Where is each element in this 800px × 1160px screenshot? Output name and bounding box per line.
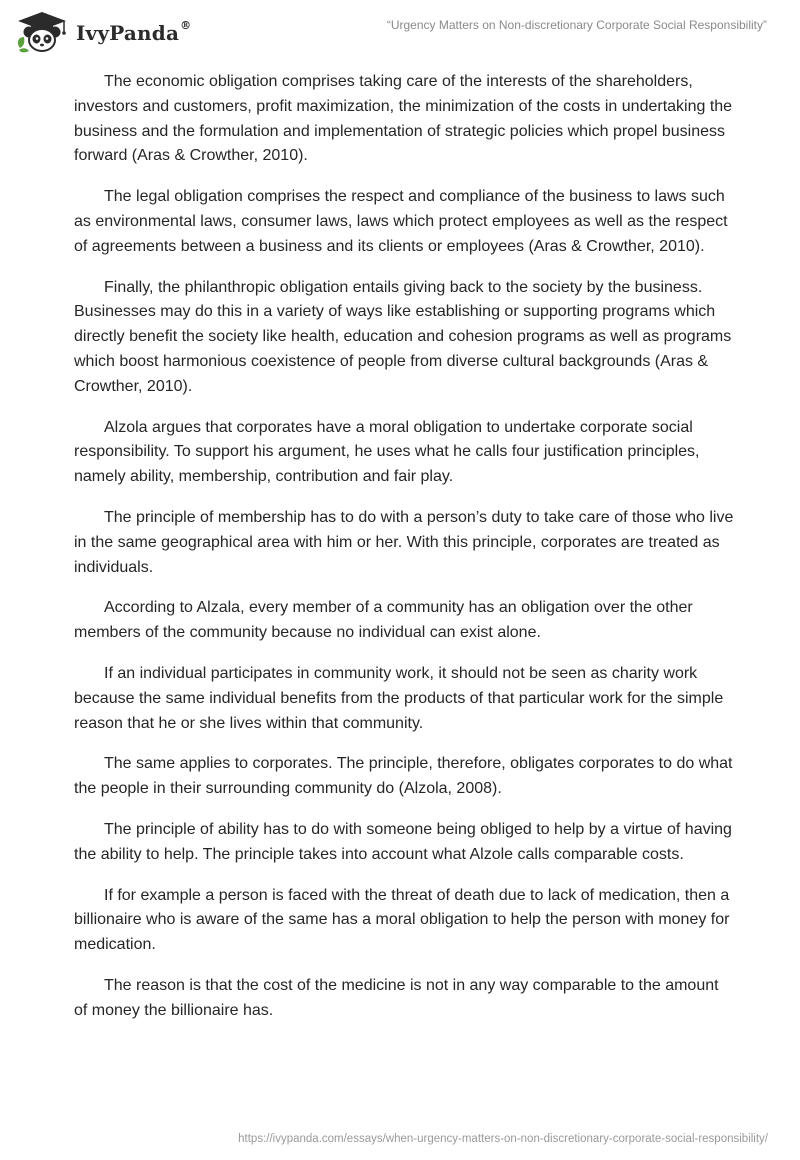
running-title: “Urgency Matters on Non-discretionary Corporate Social Responsibility” bbox=[386, 18, 767, 32]
logo-wordmark bbox=[76, 21, 191, 45]
paragraph-ability-principle: The principle of ability has to do with someone being obliged to help by a virtue of having the ability to help. The principle takes into account what Alzole calls comparable costs. bbox=[74, 820, 732, 863]
paragraph-philanthropic-obligation: Finally, the philanthropic obligation entails giving back to the society by the business. Businesses may do this in a variety of ways like establishing or supporting programs which directly benefit the society like health, education and cohesion programs as well as programs which boost harmonious coexistence of people from diverse cultural backgrounds (Aras & Crowther, 2010). bbox=[74, 278, 732, 395]
paragraph-example: If for example a person is faced with the threat of death due to lack of medication, then a billionaire who is aware of the same has a moral obligation to help the person with money for medication. bbox=[74, 886, 730, 954]
paragraph-community-work: If an individual participates in community work, it should not be seen as charity work because the same individual benefits from the products of that particular work for the simple reason that he or she lives within that community. bbox=[74, 664, 724, 732]
paragraph-membership-principle: The principle of membership has to do with a person’s duty to take care of those who live in the same geographical area with him or her. With this principle, corporates are treated as individuals. bbox=[74, 508, 734, 576]
page-header bbox=[0, 0, 800, 60]
paragraph-alzola-argument: Alzola argues that corporates have a moral obligation to undertake corporate social responsibility. To support his argument, he uses what he calls four justification principles, namely ability, membership, contribution and fair play. bbox=[74, 418, 700, 486]
paragraph-reason: The reason is that the cost of the medicine is not in any way comparable to the amount of money the billionaire has. bbox=[74, 976, 719, 1019]
paragraph-legal-obligation: The legal obligation comprises the respect and compliance of the business to laws such as environmental laws, consumer laws, laws which protect employees as well as the respect of agreements between a business and its clients or employees (Aras & Crowther, 2010). bbox=[74, 188, 728, 255]
paragraph-community-obligation: According to Alzala, every member of a community has an obligation over the other members of the community because no individual can exist alone. bbox=[74, 599, 693, 642]
paragraph-economic-obligation: The economic obligation comprises taking care of the interests of the shareholders, investors and customers, profit maximization, the minimization of the costs in undertaking the business and the formulation and implementation of strategic policies which propel business forward (Aras & Crowther, 2010). bbox=[74, 73, 733, 165]
source-url[interactable]: https://ivypanda.com/essays/when-urgency-matters-on-non-discretionary-corporate-social-responsibility/ bbox=[238, 1133, 768, 1145]
paragraph-corporates: The same applies to corporates. The principle, therefore, obligates corporates to do what the people in their surrounding community do (Alzola, 2008). bbox=[74, 755, 733, 798]
logo-text: IvyPanda bbox=[76, 21, 180, 45]
ivypanda-logo[interactable] bbox=[14, 10, 191, 54]
registered-mark: ® bbox=[180, 19, 192, 32]
panda-graduate-icon bbox=[14, 10, 70, 54]
essay-body bbox=[74, 70, 734, 1040]
